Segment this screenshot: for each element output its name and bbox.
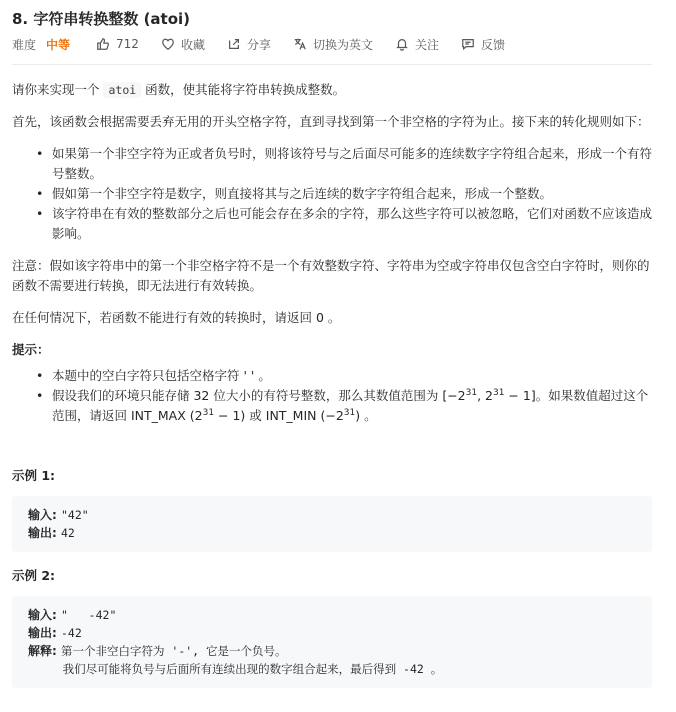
rule-item: • 如果第一个非空字符为正或者负号时，则将该符号与之后面尽可能多的连续数字字符组合起来，形成一个有符号整数。 (12, 144, 652, 184)
return-text-1: 在任何情况下，若函数不能进行有效的转换时，请返回 (12, 310, 316, 325)
problem-title: 8. 字符串转换整数 (atoi) (12, 10, 191, 28)
tips-list (12, 366, 652, 426)
feedback-label: 反馈 (481, 37, 506, 52)
share-label: 分享 (246, 37, 271, 52)
tip2-sup-3: 31 (202, 407, 215, 418)
feedback-button[interactable] (461, 36, 505, 53)
intro-text-2: 函数，使其能将字符串转换成整数。 (141, 82, 346, 97)
example-2-title: 示例 2: (12, 568, 56, 583)
difficulty-label: 难度 (12, 37, 37, 52)
inline-code-atoi: atoi (103, 82, 141, 98)
heart-icon (161, 37, 175, 51)
example-1-input-label: 输入: (28, 508, 61, 522)
rule-item: • 假如第一个非空字符是数字，则直接将其与之后连续的数字字符组合起来，形成一个整数。 (12, 184, 652, 204)
switch-language-button[interactable] (293, 36, 373, 53)
tip2-text-e: ) 。 (355, 408, 377, 423)
share-icon (227, 37, 241, 51)
rule-item: • 该字符串在有效的整数部分之后也可能会存在多余的字符，那么这些字符可以被忽略，它们对函数不应该造成影响。 (12, 204, 652, 244)
translate-icon (293, 37, 307, 51)
follow-label: 关注 (414, 37, 439, 52)
tip2-sup-4: 31 (343, 407, 356, 418)
example-2-input: " -42" (60, 608, 117, 622)
tip2-text-d: − 1) 或 INT_MIN (−2 (214, 408, 344, 423)
example-2-input-label: 输入: (28, 608, 61, 622)
example-1-output: 42 (60, 526, 75, 540)
rules-list (12, 144, 652, 244)
example-2-explain-label: 解释: (28, 644, 61, 658)
example-2-explain-1: 第一个非空白字符为 '-', 它是一个负号。 (60, 644, 287, 658)
tip2-text-a: 假设我们的环境只能存储 32 位大小的有符号整数，那么其数值范围为 [−2 (52, 388, 466, 403)
like-count: 712 (116, 37, 139, 51)
bell-icon (395, 37, 409, 51)
example-1-input: "42" (60, 508, 89, 522)
tip-item (12, 386, 652, 426)
example-1-block (12, 496, 652, 552)
tip2-text-c: − 1]。如果数值超过这个范围，请返回 INT_MAX (2 (52, 388, 649, 423)
example-2-explain-2: 我们尽可能将负号与后面所有连续出现的数字组合起来，最后得到 -42 。 (28, 662, 443, 676)
follow-button[interactable] (395, 36, 439, 53)
return-zero-paragraph (12, 308, 652, 328)
favorite-button[interactable] (161, 36, 205, 53)
example-2-output-label: 输出: (28, 626, 61, 640)
switch-language-label: 切换为英文 (312, 37, 373, 52)
tips-heading: 提示： (12, 342, 50, 357)
return-text-2: 。 (323, 310, 341, 325)
problem-description (12, 80, 652, 688)
intro-paragraph (12, 80, 652, 100)
header-divider (12, 64, 652, 65)
tip-item (12, 366, 652, 386)
tip2-sup-2: 31 (493, 387, 505, 398)
favorite-label: 收藏 (180, 37, 205, 52)
example-2-output: -42 (60, 626, 82, 640)
example-1-output-label: 输出: (28, 526, 61, 540)
note-paragraph: 注意：假如该字符串中的第一个非空格字符不是一个有效整数字符、字符串为空或字符串仅包含空白字符时，则你的函数不需要进行转换，即无法进行有效转换。 (12, 258, 650, 293)
rules-intro-paragraph: 首先，该函数会根据需要丢弃无用的开头空格字符，直到寻找到第一个非空格的字符为止。接下来的转化规则如下： (12, 114, 650, 129)
thumbs-up-icon (96, 37, 110, 51)
example-1-title: 示例 1: (12, 468, 56, 483)
example-2-block (12, 596, 652, 688)
like-button[interactable] (96, 37, 139, 51)
inline-space-char: ' ' (243, 368, 255, 383)
feedback-icon (461, 37, 475, 51)
tip1-text-1: 本题中的空白字符只包括空格字符 (52, 368, 244, 383)
intro-text-1: 请你来实现一个 (12, 82, 104, 97)
difficulty-badge: 中等 (46, 37, 71, 52)
tip2-sup-1: 31 (465, 387, 478, 398)
share-button[interactable] (227, 36, 271, 53)
problem-meta-bar (12, 35, 527, 53)
inline-zero: 0 (315, 310, 324, 325)
tip2-text-b: , 2 (477, 388, 493, 403)
tip1-text-2: 。 (254, 368, 271, 383)
